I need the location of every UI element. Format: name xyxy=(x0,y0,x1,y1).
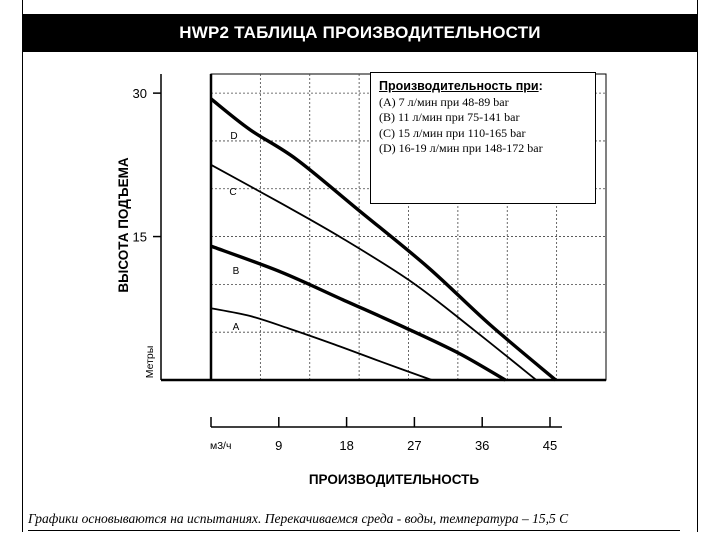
footnote: Графики основываются на испытаниях. Перекачиваемся среда - воды, температура – 15,5 С xyxy=(28,511,569,526)
x-tick-label: 36 xyxy=(474,438,490,453)
x-tick-label: 18 xyxy=(339,438,354,453)
y-tick-label: 15 xyxy=(132,229,147,245)
legend-entry-b: (B) 11 л/мин при 75-141 bar xyxy=(379,110,520,124)
y-axis-unit: Метры xyxy=(144,345,156,379)
series-label-a: A xyxy=(232,322,240,333)
series-label-d: D xyxy=(230,131,238,142)
x-tick-label: 9 xyxy=(275,438,283,453)
footnote-underline xyxy=(28,530,680,531)
legend-entry-d: (D) 16-19 л/мин при 148-172 bar xyxy=(379,141,543,155)
legend-title: Производительность при xyxy=(379,79,539,93)
x-tick-label: 27 xyxy=(407,438,422,453)
series-label-c: C xyxy=(229,187,237,198)
legend xyxy=(370,72,596,204)
legend-entry-c: (C) 15 л/мин при 110-165 bar xyxy=(379,125,526,140)
y-axis-label: ВЫСОТА ПОДЪЕМА xyxy=(116,157,131,293)
legend-title-colon: : xyxy=(538,79,543,93)
x-axis-label: ПРОИЗВОДИТЕЛЬНОСТЬ xyxy=(308,472,480,487)
legend-entry-a: (A) 7 л/мин при 48-89 bar xyxy=(379,94,509,109)
x-axis-unit: м3/ч xyxy=(210,440,232,452)
series-label-b: B xyxy=(232,266,240,277)
y-tick-label: 30 xyxy=(132,86,147,102)
x-tick-label: 45 xyxy=(542,438,558,453)
chart-title: HWP2 ТАБЛИЦА ПРОИЗВОДИТЕЛЬНОСТИ xyxy=(22,14,698,52)
